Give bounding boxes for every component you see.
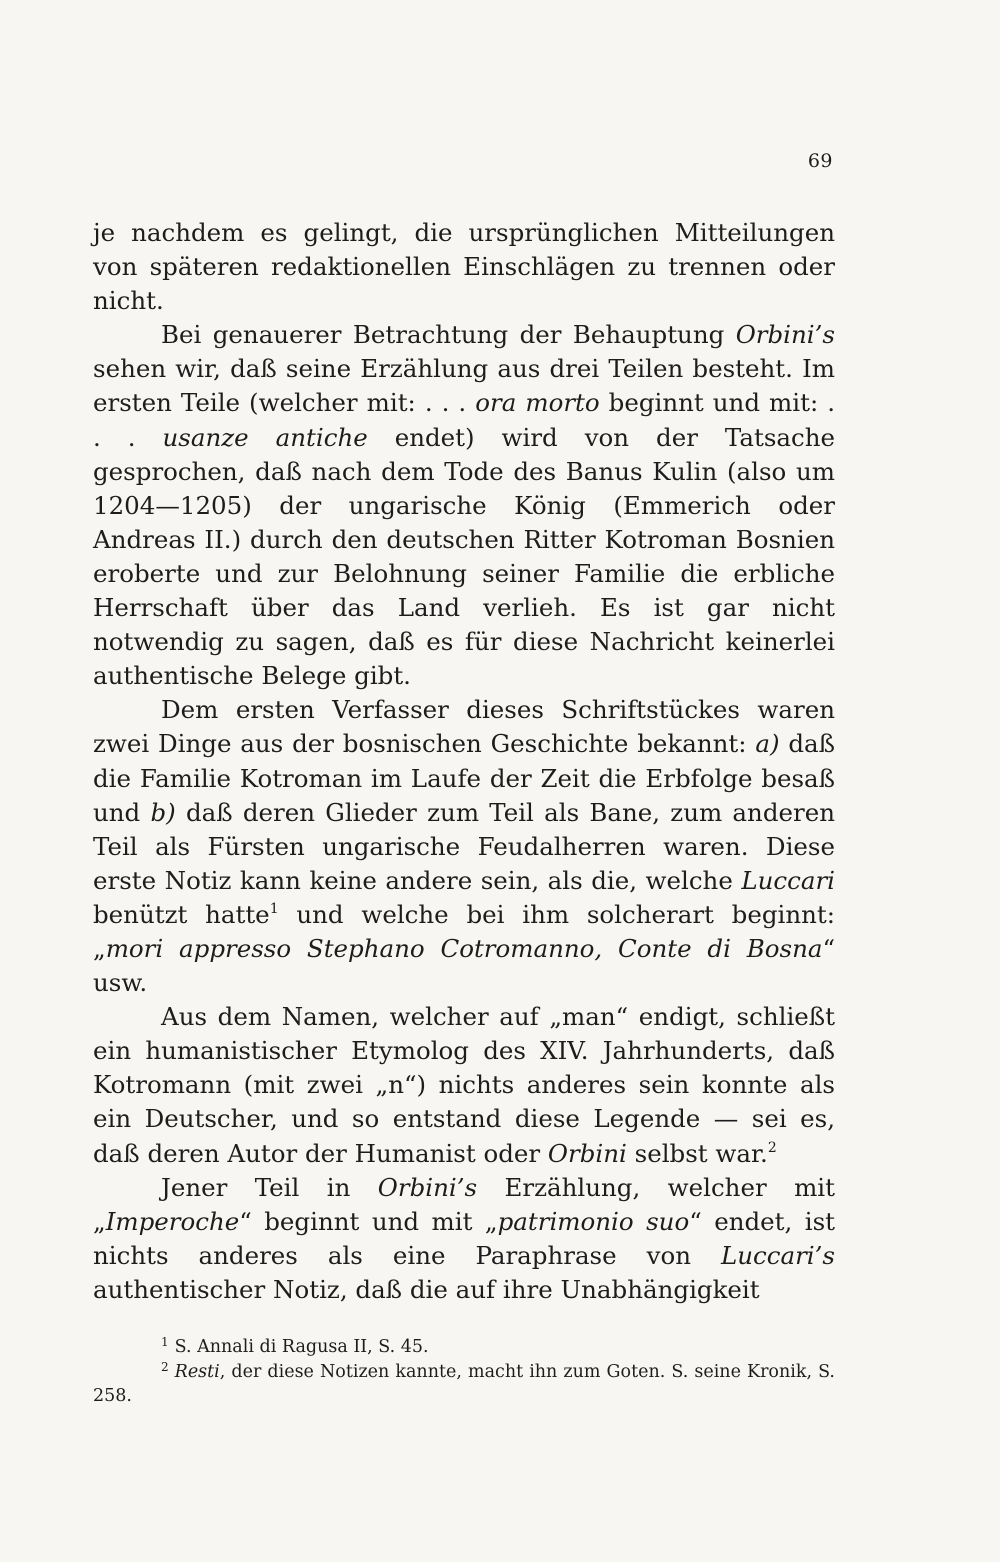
footnote-reference: 1 [269,900,279,917]
italic-text: patrimonio suo [497,1206,690,1236]
text-run: “ endet, ist nichts anderes als eine Paraphrase von [93,1206,836,1270]
italic-text: usanze antiche [162,422,368,452]
text-run: S. Annali di Ragusa II, S. 45. [174,1337,429,1357]
text-run: daß deren Glieder zum Teil als Bane, zum anderen Teil als Fürsten ungarische Feudalherren waren. Diese erste Notiz kann keine andere sein, als die, welche [93,797,835,895]
text-run: benützt hatte [93,899,270,929]
text-run: Dem ersten Verfasser dieses Schriftstückes waren zwei Dinge aus der bosnischen Geschichte bekannt: [93,695,835,759]
italic-text: Luccari [741,865,835,895]
italic-text: Resti [174,1361,220,1382]
italic-text: a) [755,729,780,759]
italic-text: Orbini’s [735,320,835,350]
paragraph [93,1171,835,1307]
page-number: 69 [807,150,833,172]
text-run: “ usw. [93,933,835,998]
italic-text: Orbini’s [377,1172,478,1202]
text-run: Erzählung, welcher mit „ [93,1172,835,1236]
main-text [93,216,835,1307]
text-run: endet) wird von der Tatsache gesprochen, daß nach dem Tode des Banus Kulin (also um 1204—1205) der ungarische König (Emmerich oder Andreas II.) durch den deutschen Ritter Kotroman Bosnien eroberte und zur Belohnung seiner Familie die erbliche Herrschaft über das Land verlieh. Es ist gar nicht notwendig zu sagen, daß es für diese Nachricht keinerlei authentische Belege gibt. [93,422,835,691]
italic-text: Orbini [547,1138,627,1168]
italic-text: Luccari’s [720,1240,835,1270]
italic-text: Imperoche [105,1206,240,1236]
italic-text: b) [150,797,176,827]
footnote-mark: 1 [161,1335,169,1349]
paragraph [93,1000,835,1170]
text-run: je nachdem es gelingt, die ursprünglichen Mitteilungen von späteren redaktionellen Einschlägen zu trennen oder nicht. [93,218,835,316]
text-run: daß die Familie Kotroman im Laufe der Zeit die Erbfolge besaß und [93,729,835,827]
footnote-mark: 2 [161,1359,169,1374]
text-run: authentischer Notiz, daß die auf ihre Unabhängigkeit [93,1274,760,1304]
footnote-reference: 2 [767,1139,777,1156]
text-run: selbst war. [626,1138,768,1168]
italic-text: ora morto [475,388,600,418]
footnote [93,1335,835,1360]
text-run: beginnt und mit: . . . [93,388,836,452]
italic-text: mori appresso Stephano Cotromanno, Conte di Bosna [105,933,823,963]
paragraph [93,693,835,1000]
text-run: “ beginnt und mit „ [239,1206,498,1236]
text-run: Aus dem Namen, welcher auf „man“ endigt, schließt ein humanistischer Etymolog des XIV. Jahrhunderts, daß Kotromann (mit zwei „n“) nichts anderes sein konnte als ein Deutscher, und so entstand diese Legende — sei es, daß deren Autor der Humanist oder [93,1002,835,1168]
text-run: Jener Teil in [161,1172,378,1202]
paragraph [93,216,835,318]
text-run: und welche bei ihm solcherart beginnt: „ [93,899,835,963]
paragraph [93,318,835,693]
footnote [93,1360,835,1409]
text-run: , der diese Notizen kannte, macht ihn zum Goten. S. seine Kronik, S. 258. [93,1361,835,1406]
footnotes [93,1335,835,1409]
text-run: sehen wir, daß seine Erzählung aus drei Teilen besteht. Im ersten Teile (welcher mit: . . . [93,354,835,418]
text-run: Bei genauerer Betrachtung der Behauptung [161,320,736,350]
